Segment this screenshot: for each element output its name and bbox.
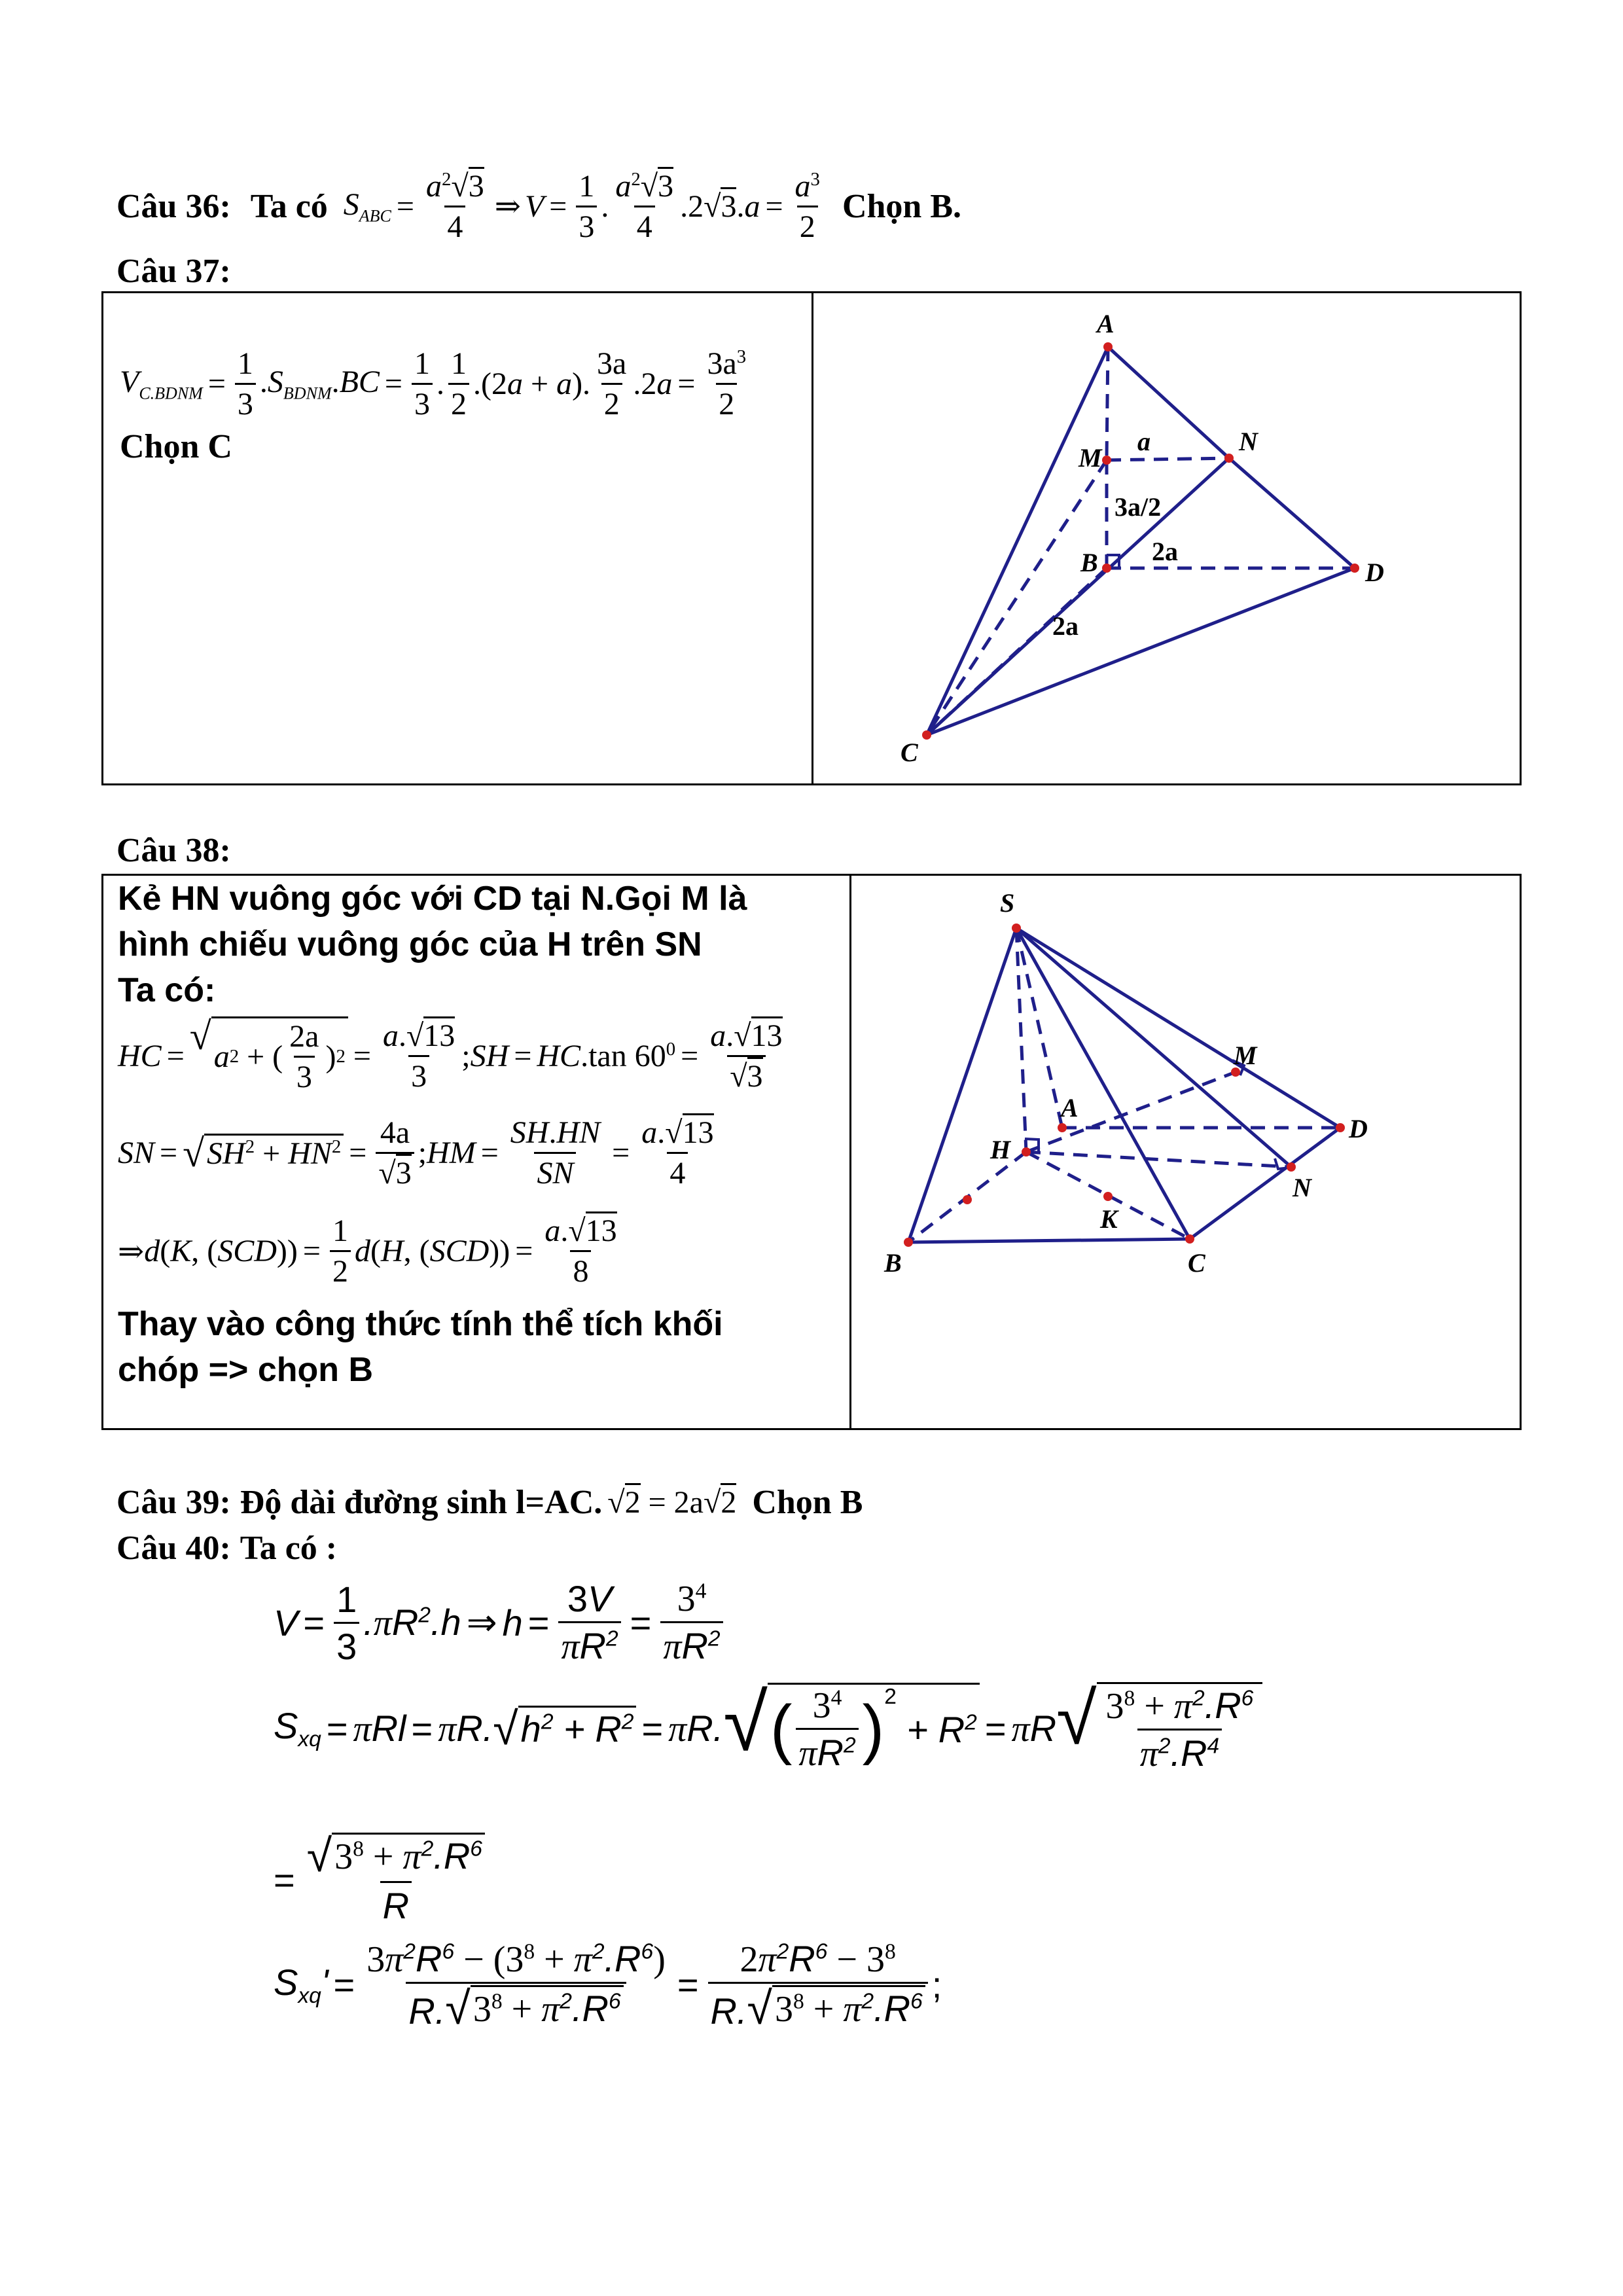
q37-length-MN: a: [1137, 427, 1150, 456]
q38-text-line5: chóp => chọn B: [118, 1351, 374, 1389]
q37-divider: [812, 293, 813, 783]
q37-choice: Chọn C: [120, 428, 232, 465]
q38-label-N: N: [1293, 1173, 1311, 1202]
q38-divider: [849, 876, 851, 1428]
q38-edge-BC: [908, 1239, 1190, 1242]
q37-point-A: [1103, 342, 1113, 351]
q38-formula-SN: SN = √ $SH^2 + HN^2$ = $\frac{4a}{√3}$ ; HM = $\frac{SH.HN}{SN}$ = $\frac{a.√13}{4}$: [118, 1115, 721, 1191]
q38-edge-HN: [1026, 1152, 1291, 1167]
q38-label-D: D: [1349, 1114, 1368, 1143]
q37-label-C: C: [901, 738, 918, 767]
q37-point-C: [922, 730, 931, 740]
q39-line: [116, 1476, 863, 1528]
q38-label-M: M: [1234, 1041, 1257, 1070]
q36-formula: $S_{ABC}$ = $\frac{a^2√3}{4}$ ⇒ V = $\frac{1}{3}$ . $\frac{a^2√3}{4}$ .2√3.a = $\frac{a^3}{2}$: [344, 168, 827, 245]
q38-label-C: C: [1188, 1248, 1205, 1278]
q38-point-C: [1185, 1234, 1194, 1244]
q38-table: [101, 874, 1522, 1430]
q37-heading: Câu 37:: [116, 253, 231, 290]
q38-label-A: A: [1061, 1093, 1079, 1122]
q38-label-B: B: [884, 1248, 902, 1278]
q38-edge-SC: [1016, 928, 1190, 1239]
q37-point-B: [1102, 564, 1111, 573]
q40-formula-result: = √ $3^8 + \pi^2.R^6$ R: [274, 1833, 491, 1927]
q38-point-D: [1336, 1123, 1345, 1132]
q37-length-BD: 2a: [1152, 537, 1178, 566]
q38-formula-HC: HC = √ a 2 + ( $\frac{2a}{3}$ ) 2 = $\frac{a.√13}{3}$ ; SH = HC .tan $60^0$ = $\frac{a.√13}{√3}$: [118, 1014, 783, 1094]
q39-text: Độ dài đường sinh l=AC.: [240, 1483, 603, 1521]
q37-label-N: N: [1239, 427, 1258, 456]
q37-label-M: M: [1079, 443, 1102, 473]
q37-point-N: [1224, 454, 1234, 463]
q40-formula-Sxq: $S_{xq}$ = πRl = πR. √ $h^2 + R^2$ = πR. √ ( $\frac{3^4}{\pi R^2}$ ) $^2$ + $R^2$ = πR √ $\frac{3^8 + \pi^2.R^6}{\pi^2.R^4}$: [274, 1682, 1262, 1775]
q37-label-B: B: [1080, 548, 1098, 577]
q38-point-A: [1058, 1123, 1067, 1132]
q36-line: [116, 157, 961, 255]
q36-heading: Câu 36:: [116, 187, 231, 225]
q37-edge-AC: [927, 347, 1108, 735]
q37-edge-AM: [1107, 347, 1108, 458]
q37-edge-NC: [927, 458, 1229, 735]
q38-text-line3: Ta có:: [118, 971, 216, 1009]
q38-point-N: [1287, 1162, 1296, 1172]
q40-formula-V: V = $\frac{1}{3}$ $.\pi R^2.h$ ⇒ h = $\frac{3V}{\pi R^2}$ = $\frac{3^4}{\pi R^2}$: [274, 1577, 727, 1668]
q37-label-A: A: [1097, 309, 1115, 338]
q38-text-line1: Kẻ HN vuông góc với CD tại N.Gọi M là: [118, 880, 747, 918]
q36-lead: Ta có: [250, 187, 328, 225]
q37-table: [101, 291, 1522, 785]
q38-label-K: K: [1100, 1204, 1118, 1234]
q38-edge-HM: [1026, 1072, 1236, 1152]
q37-edge-DC: [927, 568, 1355, 735]
q40-formula-derivative: $S_{xq}'$ = $3\pi^2R^6 - (3^8 + \pi^2.R^6)$ R. √ $3^8 + \pi^2.R^6$ = $2\pi^2R^6 - 3^8$ R. √ $3^8 + \pi^2.R^6$ ;: [274, 1938, 942, 2034]
q38-edge-SB: [908, 928, 1016, 1242]
q40-heading: Câu 40:: [116, 1529, 231, 1567]
q37-formula: $V_{C.BDNM}$ = $\frac{1}{3}$ $.S_{BDNM}.BC$ = $\frac{1}{3}$ . $\frac{1}{2}$ .(2a + a). $\frac{3a}{2}$ .2a = $\frac{3a^3}{2}$: [120, 346, 747, 422]
q38-heading: Câu 38:: [116, 832, 231, 869]
q36-choice: Chọn B.: [842, 187, 962, 225]
q39-choice: Chọn B: [752, 1483, 863, 1521]
q38-point-H: [1022, 1147, 1031, 1157]
q38-point-extra: [963, 1195, 972, 1204]
q38-label-H: H: [990, 1135, 1011, 1164]
q39-heading: Câu 39:: [116, 1483, 231, 1521]
q38-point-B: [904, 1238, 913, 1247]
q37-length-BC: 2a: [1052, 611, 1079, 641]
q40-lead: Ta có :: [240, 1529, 338, 1567]
q37-label-D: D: [1365, 558, 1384, 587]
q38-text-line2: hình chiếu vuông góc của H trên SN: [118, 925, 702, 963]
q37-edge-MN: [1107, 458, 1229, 460]
q37-length-MB: 3a/2: [1115, 492, 1162, 522]
q37-point-D: [1350, 564, 1359, 573]
q37-edge-MC: [927, 460, 1107, 735]
q38-point-S: [1012, 924, 1021, 933]
q38-point-K: [1103, 1192, 1113, 1201]
q38-figure: [853, 876, 1520, 1429]
q40-line: [116, 1525, 337, 1571]
q39-formula: √2 = 2a√2: [607, 1484, 736, 1520]
q38-text-line4: Thay vào công thức tính thể tích khối: [118, 1305, 723, 1343]
q37-figure: [817, 293, 1520, 784]
q37-point-M: [1102, 456, 1111, 465]
q37-edge-ND: [1229, 458, 1355, 568]
q38-formula-distance: ⇒ d (K, (SCD)) = $\frac{1}{2}$ d (H, (SCD)) = $\frac{a.√13}{8}$: [118, 1213, 624, 1289]
q37-edge-AN: [1108, 347, 1229, 458]
q38-label-S: S: [1000, 888, 1015, 918]
